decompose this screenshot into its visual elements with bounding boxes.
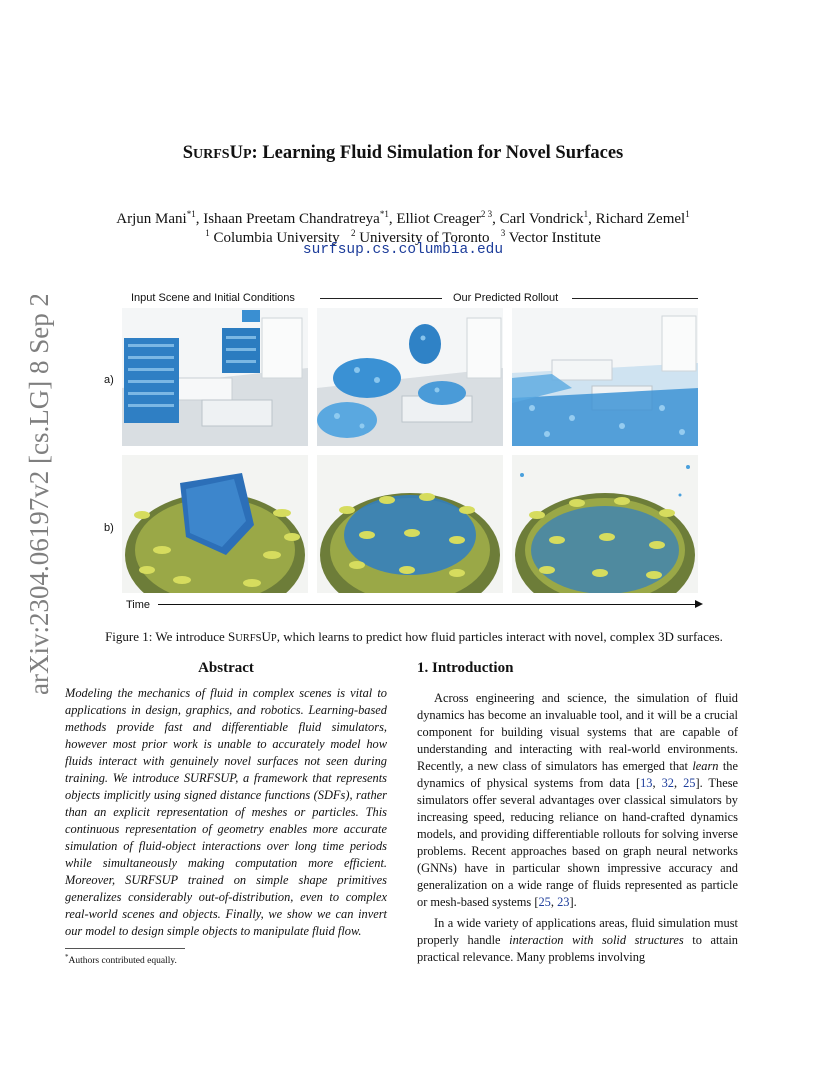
figure-image-coral-t2 xyxy=(512,455,698,593)
figure-image-room-t0 xyxy=(122,308,308,446)
abstract-text: Modeling the mechanics of fluid in complex scenes is vital to applications in design, graphics, and robotics. Learning-based methods provide fast and differentiable fluid simulators, however most prior work is unable to accurately model how fluids interact with genuinely novel surfaces not seen during training. We introduce SURFSUP, a framework that represents objects implicitly using signed distance functions (SDFs), rather than an explicit representation of meshes or particles. This continuous representation of geometry enables more accurate simulation of fluid-object interactions over long time periods while simultaneously making computation more efficient. Moreover, SURFSUP trained on simple shape primitives generalizes considerably out-of-distribution, even to complex real-world scenes and objects. Finally, we show we can invert our model to design simple objects to manipulate fluid flow. xyxy=(65,686,387,938)
footnote-rule xyxy=(65,948,185,949)
figure-header-rule-left xyxy=(320,298,442,299)
figure-header-rule-right xyxy=(572,298,698,299)
citation-link[interactable]: 25 xyxy=(683,776,696,790)
affiliations: $^1$ Columbia University $^2$ University of Toronto $^3$ Vector Institute xyxy=(205,228,601,246)
introduction-heading: 1. Introduction xyxy=(417,660,514,676)
intro-paragraph-1: Across engineering and science, the simulation of fluid dynamics has become an invaluable tool, and it will be a crucial component for building visual systems that are capable of understanding and interacting with real-world environments. Recently, a new class of simulators has emerged that learn the dynamics of physical systems from data [13, 32, 25]. These simulators offer several advantages over classical simulators by increasing speed, reducing reliance on hand-crafted dynamics models, and providing differentiable rollouts for solving inverse problems. Recent approaches based on graph neural networks (GNNs) have in particular shown impressive accuracy and generalization on a wide range of fluids represented as particle or mesh-based systems [25, 23]. xyxy=(417,691,739,909)
time-arrow-head xyxy=(695,600,703,608)
row-label-b: b) xyxy=(104,522,114,534)
citation-link[interactable]: 32 xyxy=(661,776,674,790)
time-arrow-line xyxy=(158,604,698,605)
time-axis-label: Time xyxy=(126,599,151,611)
figure-image-room-t2 xyxy=(512,308,698,446)
abstract-heading: Abstract xyxy=(198,660,254,676)
figure-caption: Figure 1: We introduce SURFSUP, which learns to predict how fluid particles interact with novel, complex 3D surfaces. xyxy=(105,629,723,644)
figure-header-input: Input Scene and Initial Conditions xyxy=(131,292,295,304)
author-list: Arjun Mani$^{*1}$, Ishaan Preetam Chandratreya$^{*1}$, Elliot Creager$^{2 3}$, Carl Vondrick$^1$, Richard Zemel$^1$ xyxy=(116,209,690,227)
paper-title: SURFSUP: Learning Fluid Simulation for Novel Surfaces xyxy=(182,143,624,163)
citation-link[interactable]: 25 xyxy=(538,895,551,909)
project-url-link[interactable]: surfsup.cs.columbia.edu xyxy=(302,242,504,258)
figure-header-rollout: Our Predicted Rollout xyxy=(453,292,559,304)
intro-paragraph-2: In a wide variety of applications areas, fluid simulation must properly handle interaction with solid structures to attain practical relevance. Many problems involving xyxy=(417,916,738,964)
row-label-a: a) xyxy=(104,374,114,386)
figure-image-coral-t0 xyxy=(122,455,308,593)
introduction-text xyxy=(417,690,738,966)
citation-link[interactable]: 23 xyxy=(557,895,570,909)
arxiv-stamp-text: arXiv:2304.06197v2 [cs.LG] 8 Sep 2023 xyxy=(24,295,54,695)
footnote: *Authors contributed equally. xyxy=(65,953,177,967)
citation-link[interactable]: 13 xyxy=(640,776,653,790)
figure-image-coral-t1 xyxy=(317,455,503,593)
figure-image-room-t1 xyxy=(317,308,503,446)
